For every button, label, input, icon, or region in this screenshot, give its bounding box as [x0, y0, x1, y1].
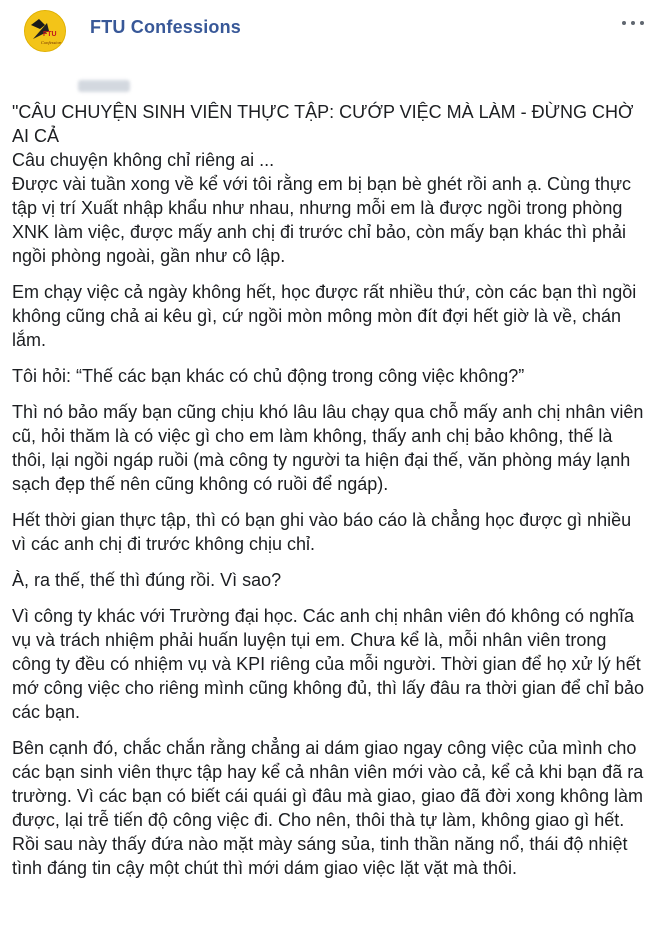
post-timestamp-blurred	[78, 80, 130, 92]
avatar-text: FTU	[43, 31, 57, 38]
post-header	[12, 0, 660, 62]
post-paragraph: Vì công ty khác với Trường đại học. Các anh chị nhân viên đó không có nghĩa vụ và trách nhiệm phải huấn luyện tụi em. Chưa kể là, mỗi nhân viên trong công ty đều có nhiệm vụ và KPI riêng của mỗi người. Thời gian để họ xử lý hết mớ công việc cho riêng mình cũng không đủ, thì lấy đâu ra thời gian để chỉ bảo các bạn.	[12, 606, 644, 722]
post-title: "CÂU CHUYỆN SINH VIÊN THỰC TẬP: CƯỚP VIỆC MÀ LÀM - ĐỪNG CHỜ AI CẢ	[12, 102, 634, 146]
post-body	[12, 100, 648, 892]
post-paragraph: À, ra thế, thế thì đúng rồi. Vì sao?	[12, 570, 282, 590]
more-options-icon[interactable]	[620, 14, 646, 32]
post-paragraph: Được vài tuần xong về kể với tôi rằng em bị bạn bè ghét rồi anh ạ. Cùng thực tập vị trí Xuất nhập khẩu như nhau, nhưng mỗi em là được ngồi trong phòng XNK làm việc, được mấy anh chị đi trước chỉ bảo, còn mấy bạn khác thì phải ngồi phòng ngoài, gần như cô lập.	[12, 174, 632, 266]
post-paragraph: Bên cạnh đó, chắc chắn rằng chẳng ai dám giao ngay công việc của mình cho các bạn sinh viên thực tập hay kể cả nhân viên mới vào cả, kể cả khi bạn đã ra trường. Vì các bạn có biết cái quái gì đâu mà giao, giao đã đời xong không làm được, lại trễ tiến độ công việc đi. Cho nên, thôi thà tự làm, không giao gì hết. Rồi sau này thấy đứa nào mặt mày sáng sủa, tinh thần năng nổ, thái độ nhiệt tình đáng tin cậy một chút thì mới dám giao việc lặt vặt mà thôi.	[12, 738, 644, 878]
post-paragraph: Em chạy việc cả ngày không hết, học được rất nhiều thứ, còn các bạn thì ngồi không cũng chả ai kêu gì, cứ ngồi mòn mông mòn đít đợi hết giờ là về, chán lắm.	[12, 282, 637, 350]
page-avatar[interactable]	[24, 10, 66, 52]
post-paragraph: Câu chuyện không chỉ riêng ai ...	[12, 150, 275, 170]
post-paragraph: Thì nó bảo mấy bạn cũng chịu khó lâu lâu chạy qua chỗ mấy anh chị nhân viên cũ, hỏi thăm là có việc gì cho em làm không, thấy anh chị bảo không, thế là thôi, lại ngồi ngáp ruồi (mà công ty người ta hiện đại thế, văn phòng máy lạnh sạch đẹp thế nên cũng không có ruồi để ngáp).	[12, 402, 644, 494]
avatar-subtext: Confessions	[41, 40, 63, 45]
page-name-link[interactable]: FTU Confessions	[90, 17, 242, 37]
avatar-logo-icon	[25, 11, 66, 52]
post-paragraph: Hết thời gian thực tập, thì có bạn ghi vào báo cáo là chẳng học được gì nhiều vì các anh chị đi trước không chịu chỉ.	[12, 510, 632, 554]
post-paragraph: Tôi hỏi: “Thế các bạn khác có chủ động trong công việc không?”	[12, 366, 525, 386]
